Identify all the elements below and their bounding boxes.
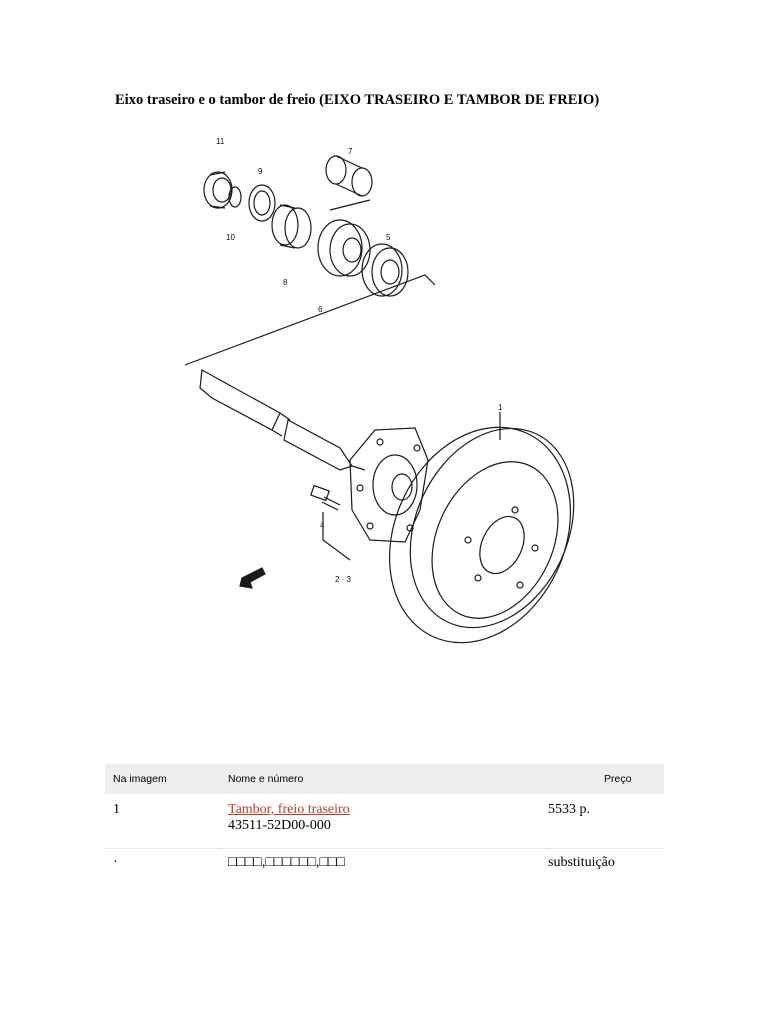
axle-shaft — [200, 370, 365, 470]
row-name-cell — [220, 794, 548, 849]
bracket-line-upper — [185, 275, 435, 365]
part-number: 43511-52D00-000 — [228, 818, 331, 833]
bracket-line-top — [330, 200, 370, 210]
row-name-cell — [220, 849, 548, 896]
callout-11: 11 — [216, 137, 225, 146]
row-ref: 1 — [105, 794, 220, 849]
table-row — [105, 794, 664, 849]
callout-8: 8 — [283, 278, 288, 287]
callout-9: 9 — [258, 167, 263, 176]
part-link[interactable]: Tambor, freio traseiro — [228, 802, 350, 817]
exploded-parts-diagram — [180, 130, 580, 650]
part-4-bolt — [311, 486, 350, 560]
part-1-brake-drum — [356, 398, 580, 650]
row-price: 5533 р. — [548, 794, 664, 849]
part-5-seal — [362, 244, 408, 296]
callout-4: 4 — [320, 521, 325, 530]
axle-flange — [350, 428, 428, 542]
callout-5: 5 — [386, 233, 391, 242]
table-header-row — [105, 764, 664, 794]
row-price: substituição — [548, 855, 615, 870]
callout-6: 6 — [318, 305, 323, 314]
fwd-arrow-icon — [240, 568, 265, 588]
part-7-spacer — [326, 156, 372, 196]
header-ref: Na imagem — [105, 764, 220, 794]
part-8-bearing — [272, 205, 311, 248]
page-title: Eixo traseiro e o tambor de freio (EIXO TRASEIRO E TAMBOR DE FREIO) — [115, 92, 600, 108]
callout-2-3: 2 · 3 — [335, 575, 352, 584]
header-name: Nome e número — [220, 764, 548, 794]
callout-1: 1 — [498, 403, 503, 412]
callout-10: 10 — [226, 233, 235, 242]
part-9-race — [249, 185, 275, 221]
row-ref: · — [113, 855, 118, 870]
callout-7: 7 — [348, 147, 353, 156]
part-11-seal — [204, 172, 232, 208]
header-price: Preço — [548, 764, 664, 794]
part-name-placeholder: □□□□,□□□□□□,□□□ — [228, 855, 345, 870]
parts-table — [105, 764, 664, 895]
table-row — [105, 849, 664, 896]
